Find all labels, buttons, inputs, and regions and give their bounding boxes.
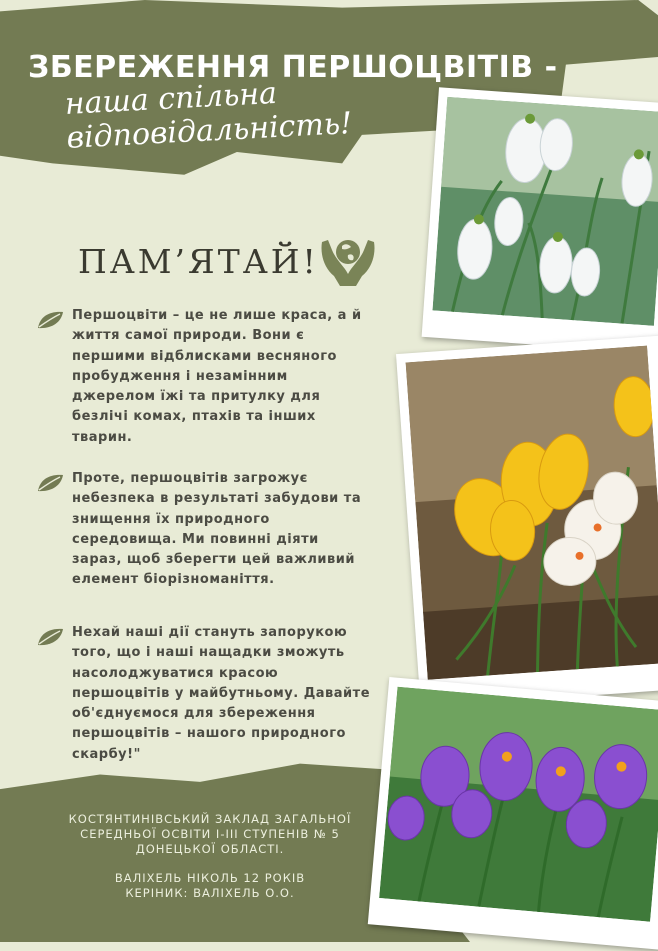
paragraph-text: Проте, першоцвітів загрожує небезпека в результаті забудови та знищення їх природного середовища. Ми повинні діяти зараз, щоб зберегти цей важливий елемент біорізноманіття. (72, 471, 362, 588)
supervisor-credit: КЕРІНИК: ВАЛІХЕЛЬ О.О. (125, 886, 295, 900)
paragraph-text: Нехай наші дії стануть запорукою того, що і наші нащадки зможуть насолоджуватися красою першоцвітів у майбутньому. Давайте об'єднуємося для збереження першоцвітів – нашого природного скарбу!" (72, 625, 371, 762)
remember-heading: ПАМ’ЯТАЙ! (78, 242, 319, 281)
poster-title: ЗБЕРЕЖЕННЯ ПЕРШОЦВІТІВ - (28, 50, 558, 85)
hands-globe-icon (318, 230, 378, 288)
poster-subtitle: наша спільна відповідальність! (63, 75, 354, 156)
leaf-icon (36, 473, 64, 493)
footer (40, 812, 380, 901)
purple-crocus-photo (368, 677, 658, 951)
snowdrops-photo (422, 87, 658, 354)
author-credit: ВАЛІХЕЛЬ НІКОЛЬ 12 РОКІВ (114, 871, 306, 885)
leaf-icon (36, 310, 64, 330)
yellow-crocus-photo (396, 335, 658, 708)
paragraph-text: Першоцвіти – це не лише краса, а й життя самої природи. Вони є першими відблисками весняного пробудження і незамінним джерелом їжі та притулку для безлічі комах, птахів та інших тварин. (72, 308, 362, 445)
school-name: КОСТЯНТИНІВСЬКИЙ ЗАКЛАД ЗАГАЛЬНОЇ СЕРЕДНЬОЇ ОСВІТИ І-ІІІ СТУПЕНІВ № 5 ДОНЕЦЬКОЇ ОБЛАСТІ. (68, 812, 352, 856)
leaf-icon (36, 627, 64, 647)
